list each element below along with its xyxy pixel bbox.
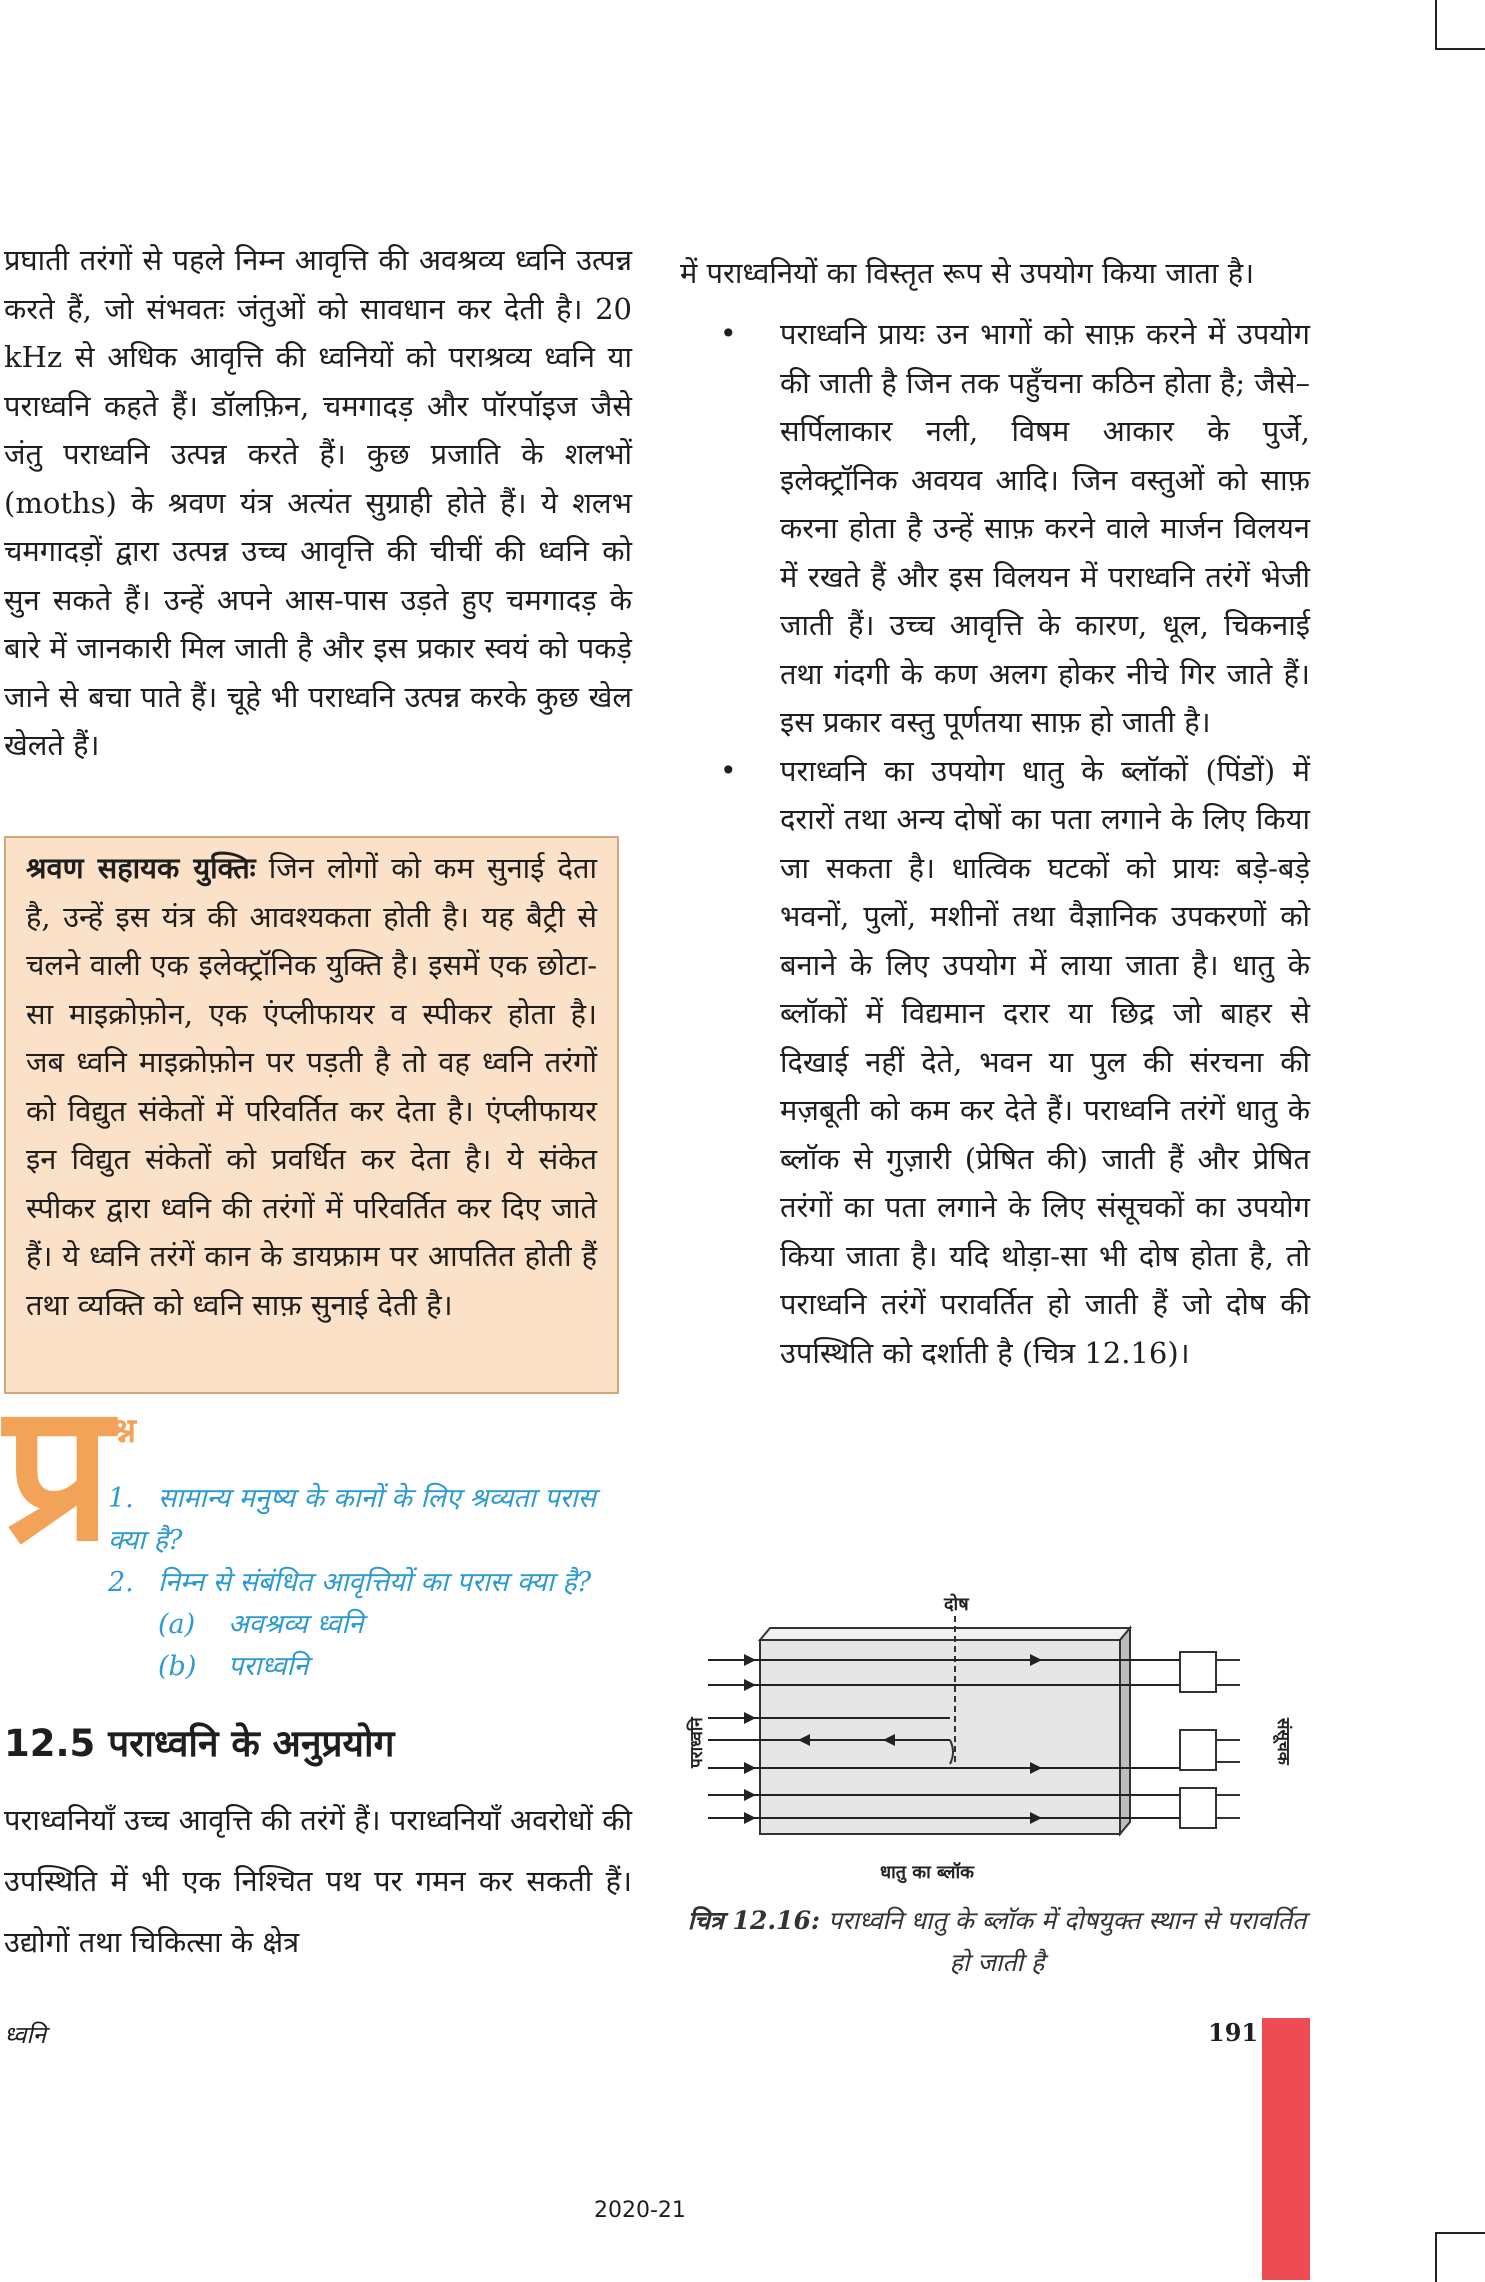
sub-item-text: अवश्रव्य ध्वनि: [228, 1609, 364, 1640]
right-column: [680, 244, 1310, 1377]
defect-label: दोष: [944, 1594, 969, 1615]
right-intro: में पराध्वनियों का विस्तृत रूप से उपयोग किया जाता है।: [680, 256, 1255, 290]
figure-caption: [680, 1900, 1314, 1984]
intro-paragraph: प्रघाती तरंगों से पहले निम्न आवृत्ति की अवश्रव्य ध्वनि उत्पन्न करते हैं, जो संभवतः जंतुओं को सावधान कर देती है। 20 kHz से अधिक आवृत्ति की ध्वनियों को पराश्रव्य ध्वनि या पराध्वनि कहते हैं। डॉलफ़िन, चमगादड़ और पॉरपॉइज जैसे जंतु पराध्वनि उत्पन्न करते हैं। कुछ प्रजाति के शलभों (moths) के श्रवण यंत्र अत्यंत सुग्राही होते हैं। ये शलभ चमगादड़ों द्वारा उत्पन्न उच्च आवृत्ति की चीचीं की ध्वनि को सुन सकते हैं। उन्हें अपने आस-पास उड़ते हुए चमगादड़ के बारे में जानकारी मिल जाती है और इस प्रकार स्वयं को पकड़े जाने से बचा पाते हैं। चूहे भी पराध्वनि उत्पन्न करके कुछ खेल खेलते हैं।: [4, 243, 632, 762]
question-number: 2.: [108, 1567, 134, 1598]
metal-block-diagram: [680, 1590, 1320, 1890]
hearing-aid-text: जिन लोगों को कम सुनाई देता है, उन्हें इस यंत्र की आवश्यकता होती है। यह बैट्री से चलने वाली एक इलेक्ट्रॉनिक युक्ति है। इसमें एक छोटा-सा माइक्रोफ़ोन, एक एंप्लीफायर व स्पीकर होता है। जब ध्वनि माइक्रोफ़ोन पर पड़ती है तो वह ध्वनि तरंगों को विद्युत संकेतों में परिवर्तित कर देता है। एंप्लीफायर इन विद्युत संकेतों को प्रवर्धित कर देता है। ये संकेत स्पीकर द्वारा ध्वनि की तरंगों में परिवर्तित कर दिए जाते हैं। ये ध्वनि तरंगें कान के डायफ्राम पर आपतित होती हैं तथा व्यक्ति को ध्वनि साफ़ सुनाई देती है।: [26, 851, 598, 1322]
question-sub-item: [108, 1604, 628, 1646]
block-front-face: [760, 1640, 1120, 1834]
list-item: • पराध्वनि प्रायः उन भागों को साफ़ करने में उपयोग की जाती है जिन तक पहुँचना कठिन होता है; जैसे–सर्पिलाकार नली, विषम आकार के पुर्जे, इलेक्ट्रॉनिक अवयव आदि। जिन वस्तुओं को साफ़ करना होता है उन्हें साफ़ करने वाले मार्जन विलयन में रखते हैं और इस विलयन में पराध्वनि तरंगें भेजी जाती हैं। उच्च आवृत्ति के कारण, धूल, चिकनाई तथा गंदगी के कण अलग होकर नीचे गिर जाते हैं। इस प्रकार वस्तु पूर्णतया साफ़ हो जाती है।: [680, 310, 1310, 747]
block-label: धातु का ब्लॉक: [880, 1862, 974, 1883]
section-body-text: पराध्वनियाँ उच्च आवृत्ति की तरंगें हैं। पराध्वनियाँ अवरोधों की उपस्थिति में भी एक निश्चित पथ पर गमन कर सकती हैं। उद्योगों तथा चिकित्सा के क्षेत्र: [4, 1803, 632, 1959]
sub-item-text: पराध्वनि: [228, 1651, 309, 1682]
left-column: [4, 236, 632, 770]
question-suffix: श्न: [112, 1411, 137, 1451]
block-side-face: [1120, 1628, 1130, 1834]
page-number: 191: [1208, 2018, 1259, 2047]
question-item: [108, 1478, 628, 1562]
hearing-aid-title: श्रवण सहायक युक्तिः: [26, 851, 256, 885]
detector-icons: [1180, 1652, 1240, 1828]
question-big-letter: प्र: [4, 1362, 113, 1583]
caption-label: चित्र 12.16:: [687, 1906, 821, 1935]
edition-year: 2020-21: [594, 2198, 686, 2223]
caption-text: पराध्वनि धातु के ब्लॉक में दोषयुक्त स्थान से परावर्तित हो जाती है: [828, 1906, 1307, 1977]
applications-list: [680, 310, 1310, 1377]
ultrasound-label: पराध्वनि: [687, 1717, 707, 1768]
sub-item-label: (a): [158, 1609, 196, 1640]
list-item: • पराध्वनि का उपयोग धातु के ब्लॉकों (पिंडों) में दरारों तथा अन्य दोषों का पता लगाने के लिए किया जा सकता है। धात्विक घटकों को प्रायः बड़े-बड़े भवनों, पुलों, मशीनों तथा वैज्ञानिक उपकरणों को बनाने के लिए उपयोग में लाया जाता है। धातु के ब्लॉकों में विद्यमान दरार या छिद्र जो बाहर से दिखाई नहीं देते, भवन या पुल की संरचना की मज़बूती को कम कर देते हैं। पराध्वनि तरंगें धातु के ब्लॉक से गुज़ारी (प्रेषित की) जाती हैं और प्रेषित तरंगों का पता लगाने के लिए संसूचकों का उपयोग किया जाता है। यदि थोड़ा-सा भी दोष होता है, तो पराध्वनि तरंगें परावर्तित हो जाती हैं जो दोष की उपस्थिति को दर्शाती है (चित्र 12.16)।: [680, 747, 1310, 1378]
section-body: [4, 1790, 632, 1973]
question-sub-item: [108, 1646, 628, 1688]
question-number: 1.: [108, 1483, 134, 1514]
hearing-aid-box: [4, 836, 619, 1394]
sub-item-label: (b): [158, 1651, 197, 1682]
question-item: [108, 1562, 628, 1604]
page-edge-bar: [1262, 2018, 1310, 2280]
questions-block: [0, 1362, 640, 1682]
question-text: निम्न से संबंधित आवृत्तियों का परास क्या है?: [158, 1567, 592, 1598]
chapter-footer: ध्वनि: [4, 2021, 46, 2049]
question-list: [108, 1478, 628, 1688]
block-top-face: [760, 1628, 1130, 1640]
figure-metal-block: [680, 1590, 1320, 1890]
crop-mark-bottom-right: [1435, 2232, 1485, 2282]
detector-label: संसूचक: [1273, 1718, 1293, 1765]
question-text: सामान्य मनुष्य के कानों के लिए श्रव्यता परास क्या है?: [108, 1483, 596, 1556]
crop-mark-top-right: [1435, 0, 1485, 50]
section-heading: 12.5 पराध्वनि के अनुप्रयोग: [4, 1722, 395, 1765]
